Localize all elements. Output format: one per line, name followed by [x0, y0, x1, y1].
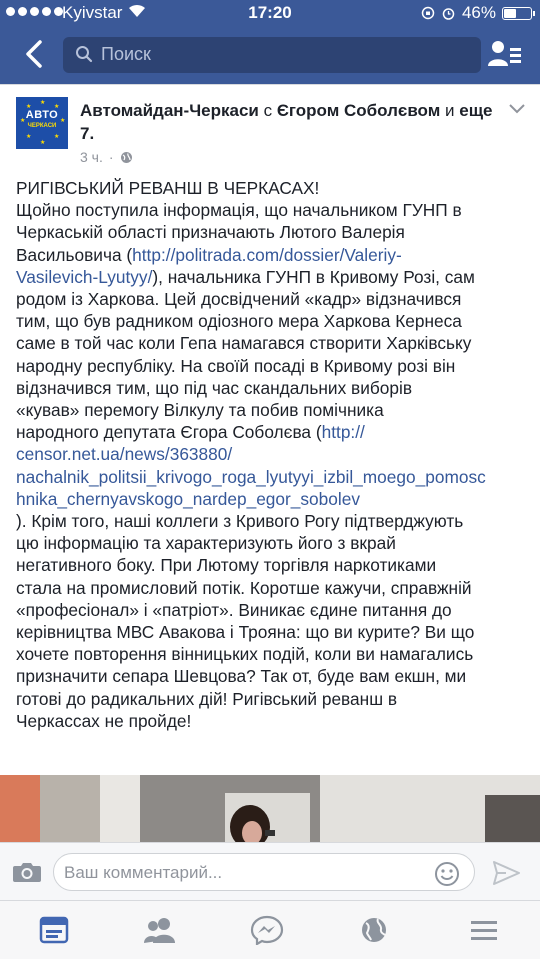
post-text: Черкаській області призначають Лютого Валерія: [16, 222, 405, 243]
orientation-lock-icon: [421, 6, 435, 20]
separator-dot: ·: [108, 149, 114, 165]
alarm-icon: [441, 6, 456, 21]
comment-input[interactable]: [53, 853, 475, 891]
post-text: тим, що був радником одіозного мера Харкова Кернеса: [16, 311, 462, 332]
comment-placeholder: Ваш комментарий...: [64, 863, 223, 882]
post-text-line: [16, 310, 530, 332]
friend-requests-icon[interactable]: [142, 915, 178, 945]
post-link[interactable]: Vasilevich-Lyutyy/: [16, 266, 153, 287]
post-timestamp[interactable]: 3 ч.: [80, 149, 103, 165]
and-word: и: [445, 101, 455, 120]
send-icon[interactable]: [492, 860, 520, 886]
post-text-line: [16, 577, 530, 599]
post-link[interactable]: hnika_chernyavskogo_nardep_egor_sobolev: [16, 488, 360, 509]
page-avatar[interactable]: ★ ★ ★ ★ ★ ★ ★ ★ АВТО ЧЕРКАСИ: [16, 97, 68, 149]
post-text-line: [16, 599, 530, 621]
post-link[interactable]: http://: [321, 422, 365, 443]
post-text: народного депутата Єгора Соболєва (: [16, 422, 322, 443]
post-text-line: [16, 399, 530, 421]
post-text: РИГІВСЬКИЙ РЕВАНШ В ЧЕРКАСАХ!: [16, 178, 320, 198]
status-bar: [0, 0, 540, 26]
avatar-subtext: ЧЕРКАСИ: [27, 123, 57, 129]
post-text-line: [16, 377, 530, 399]
search-input[interactable]: [63, 37, 481, 73]
post-text: стала на промисловий потік. Коротше кажучи, справжній: [16, 577, 472, 598]
post-text: «кував» перемогу Вілкулу та побив помічника: [16, 400, 384, 421]
menu-icon[interactable]: [466, 915, 502, 945]
tab-bar: [0, 900, 540, 959]
post-text-line: [16, 665, 530, 687]
post-text-line: [16, 244, 530, 266]
post-link[interactable]: http://politrada.com/dossier/Valeriy-: [132, 244, 402, 265]
post-link[interactable]: censor.net.ua/news/363880/: [16, 444, 233, 465]
friend-list-icon[interactable]: [487, 38, 523, 70]
post-text: цю інформацію та характеризують його з вкрай: [16, 533, 396, 554]
carrier-name: Kyivstar: [62, 3, 123, 22]
post-text-line: [16, 532, 530, 554]
post-text: народну республіку. На своїй посаді в Кривому розі він: [16, 355, 456, 376]
battery-percent: 46%: [461, 3, 496, 22]
post-text-line: [16, 554, 530, 576]
post-text-line: [16, 688, 530, 710]
post: [0, 84, 540, 844]
post-text: родом із Харкова. Цей досвідчений «кадр» відзначився: [16, 289, 462, 310]
post-text: ), начальника ГУНП в Кривому Розі, сам: [152, 266, 475, 287]
post-text-line: [16, 466, 530, 488]
globe-icon: [120, 151, 133, 164]
battery-icon: [502, 7, 532, 20]
tagged-person-link[interactable]: Єгором Соболєвом: [276, 101, 441, 120]
post-body-text: [16, 177, 530, 732]
post-meta: [80, 149, 133, 165]
post-text: Щойно поступила інформація, що начальником ГУНП в: [16, 200, 462, 221]
post-header: [80, 99, 500, 145]
notifications-globe-icon[interactable]: [356, 915, 392, 945]
post-text-line: [16, 288, 530, 310]
post-text: відзначився тим, що під час скандальних виборів: [16, 377, 413, 398]
search-placeholder: Поиск: [101, 44, 151, 64]
post-text: Васильовича (: [16, 244, 133, 265]
post-text-line: [16, 510, 530, 532]
post-text-line: [16, 199, 530, 221]
comment-bar: [0, 842, 540, 900]
post-text-line: [16, 488, 530, 510]
post-text-line: [16, 177, 530, 199]
post-link[interactable]: nachalnik_politsii_krivogo_roga_lyutyyi_izbil_moego_pomosc: [16, 466, 486, 487]
post-text-line: [16, 355, 530, 377]
photo-image: [0, 775, 540, 845]
post-text: керівництва МВС Авакова і Трояна: що ви курите? Ви що: [16, 622, 475, 643]
navigation-bar: [0, 0, 540, 84]
chevron-down-icon[interactable]: [508, 103, 526, 115]
post-text: саме в той час коли Гепа намагався створити Харківську: [16, 333, 472, 354]
post-text: хочете повторення вінницьких подій, коли ви намагались: [16, 644, 474, 665]
post-text-line: [16, 621, 530, 643]
post-photo[interactable]: [0, 775, 540, 845]
post-text: «професіонал» і «патріот». Виникає єдине питання до: [16, 599, 452, 620]
post-text: негативного боку. При Лютому торгівля наркотиками: [16, 555, 437, 576]
camera-icon[interactable]: [12, 861, 42, 883]
post-text-line: [16, 221, 530, 243]
post-text-line: [16, 643, 530, 665]
tagged-others-link[interactable]: еще 7.: [80, 101, 493, 143]
post-text: ). Крім того, наші коллеги з Кривого Рогу підтверджують: [16, 511, 464, 532]
post-author-link[interactable]: Автомайдан-Черкаси: [80, 101, 259, 120]
sticker-smiley-icon[interactable]: [434, 861, 460, 887]
post-text: готові до радикальних дій! Ригівський реванш в: [16, 688, 398, 709]
search-icon: [75, 45, 93, 63]
post-text-line: [16, 266, 530, 288]
news-feed-icon[interactable]: [36, 915, 72, 945]
back-arrow-icon[interactable]: [20, 37, 50, 71]
post-text-line: [16, 332, 530, 354]
post-text-line: [16, 443, 530, 465]
post-text-line: [16, 421, 530, 443]
post-text: призначити сепара Шевцова? Так от, буде вам екшн, ми: [16, 666, 467, 687]
avatar-text: АВТО: [25, 109, 59, 121]
messenger-icon[interactable]: [249, 915, 285, 945]
post-text-line: [16, 710, 530, 732]
with-word: с: [263, 101, 273, 120]
status-time: 17:20: [248, 3, 292, 22]
post-text: Черкассах не пройде!: [16, 710, 192, 731]
